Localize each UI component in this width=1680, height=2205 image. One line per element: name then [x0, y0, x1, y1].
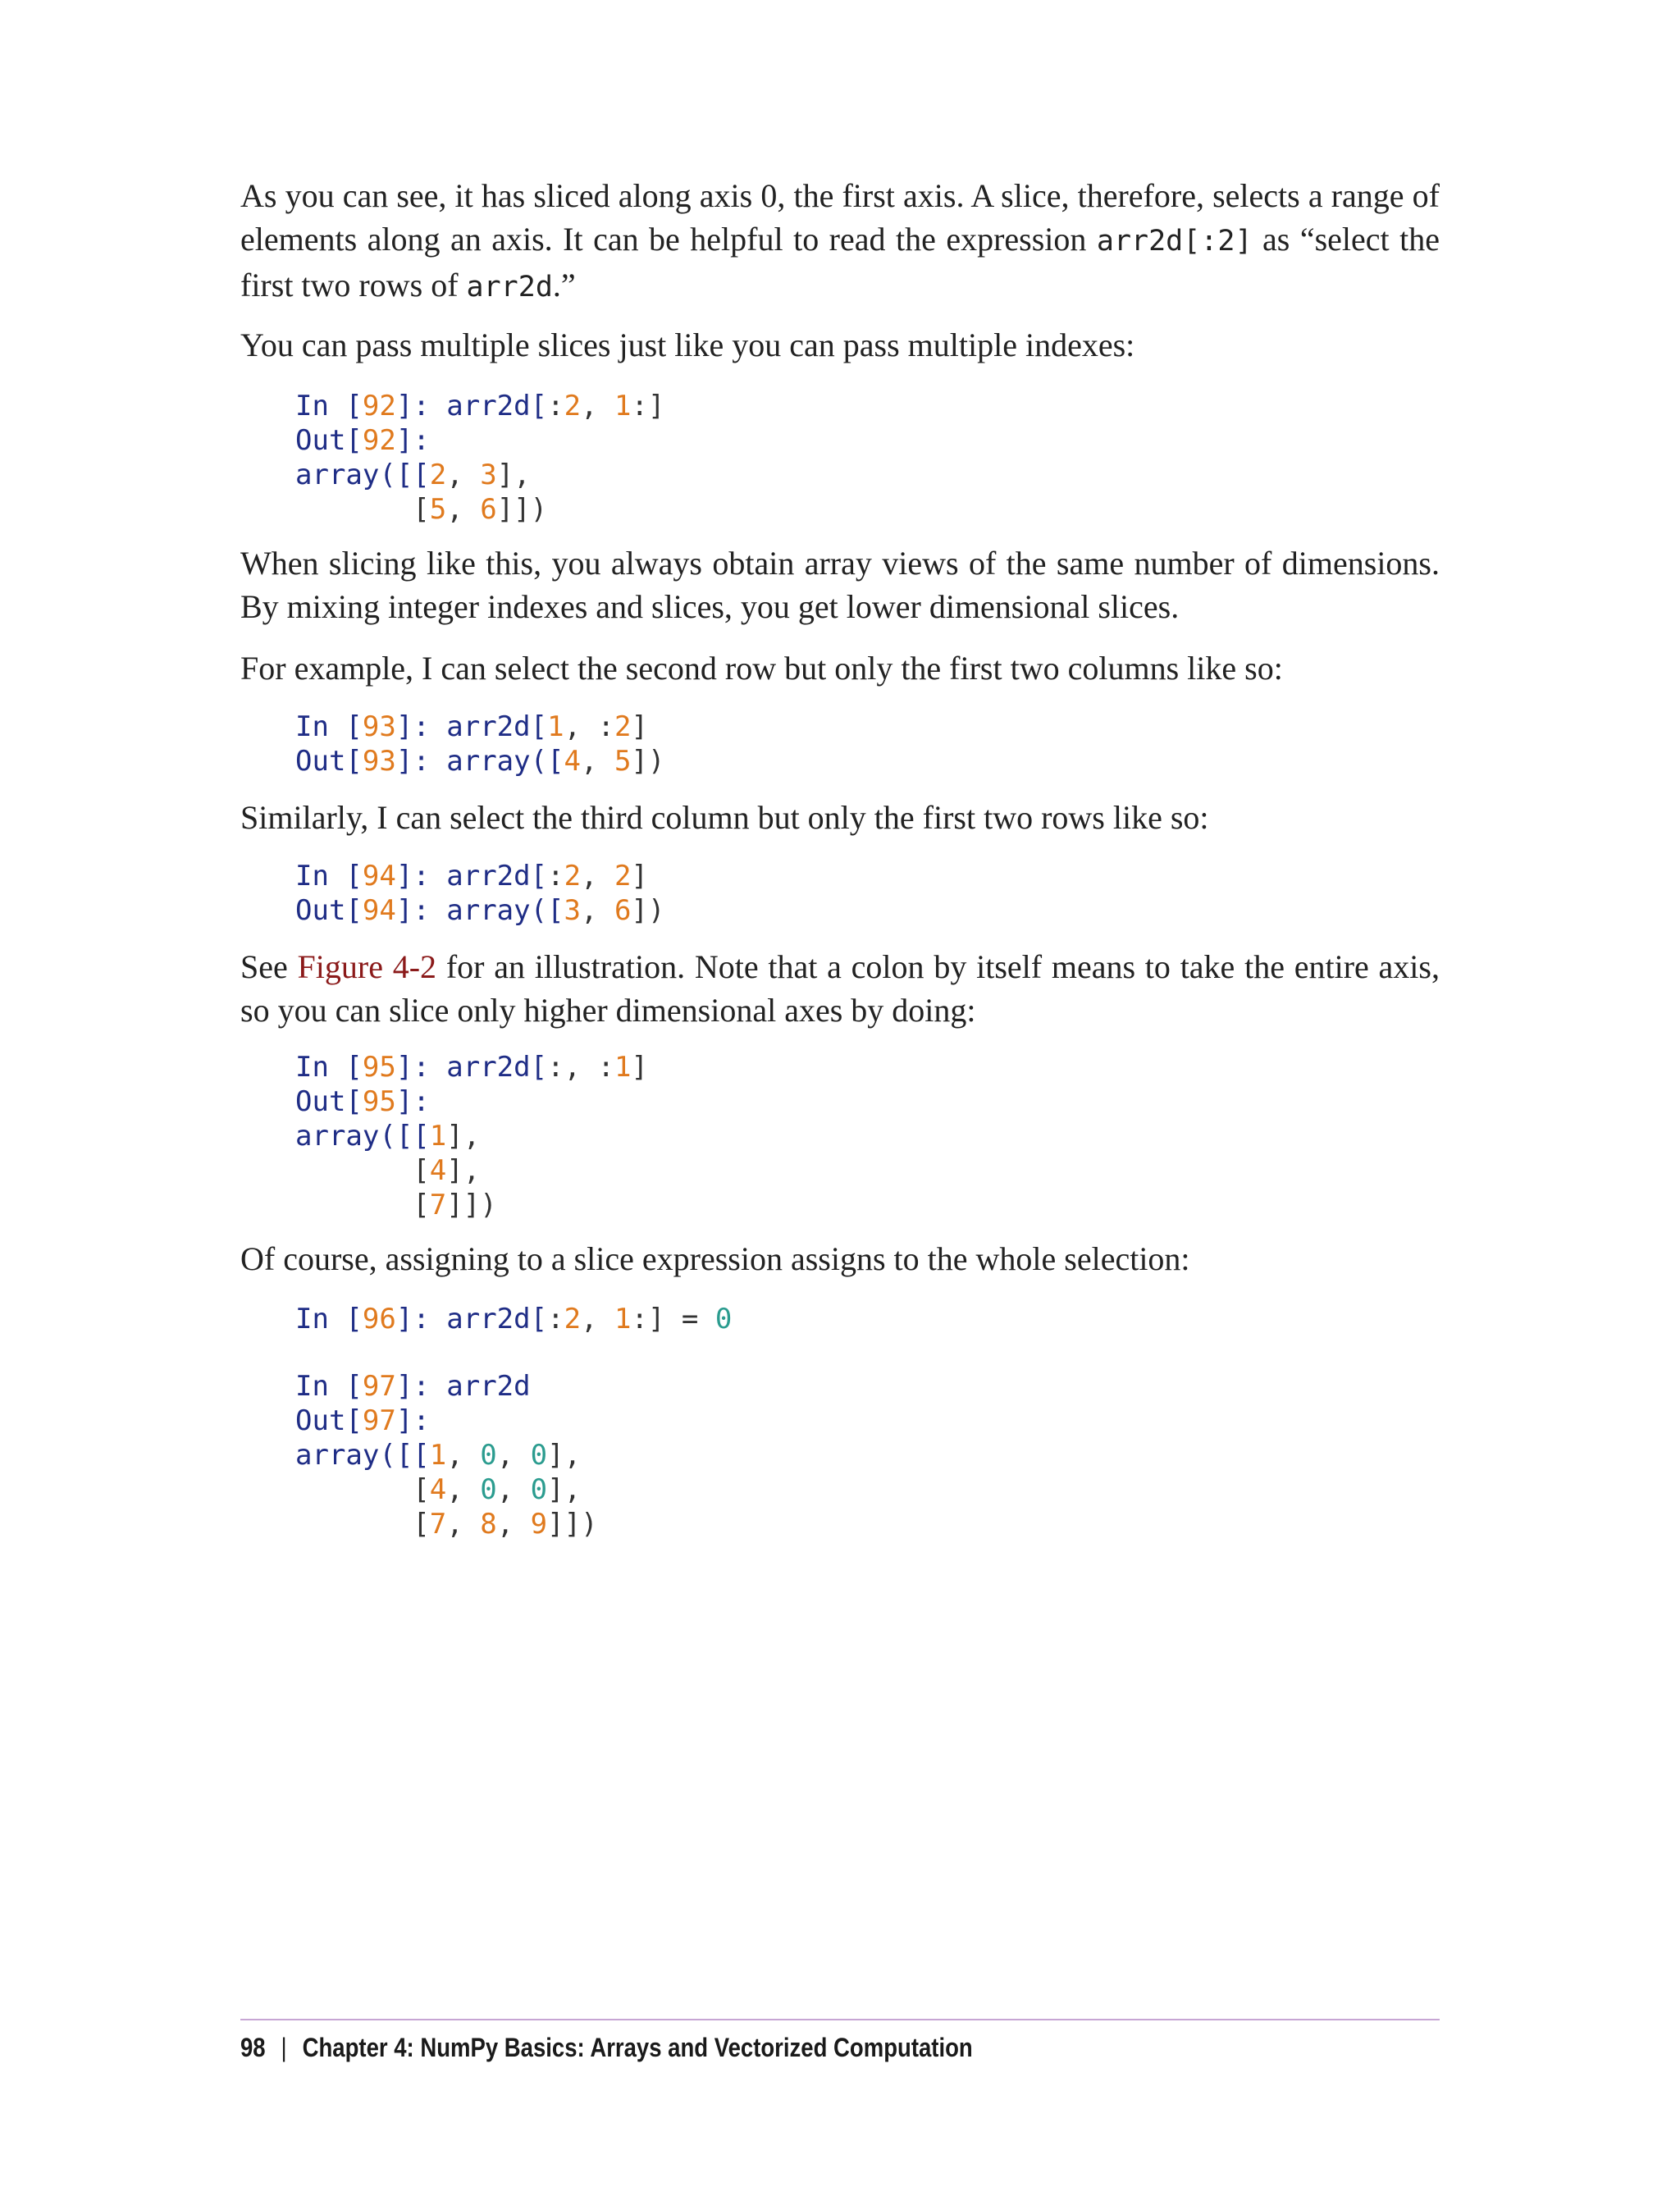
code-token: :]: [631, 390, 665, 422]
code-token: 5: [614, 745, 632, 778]
paragraph-text: for an illustration. Note that a colon by itself means to take the entire axis, so you can slice only higher dimensional axes by doing:: [240, 948, 1440, 1029]
code-line: [295, 1507, 598, 1541]
code-token: 8: [480, 1508, 497, 1541]
footer-separator: |: [281, 2033, 287, 2062]
code-block-3: [295, 859, 664, 928]
code-token: , :: [564, 710, 614, 743]
code-token: ,: [496, 1473, 531, 1506]
code-line: [295, 389, 664, 423]
code-line: [295, 458, 664, 492]
code-line: [295, 1438, 598, 1472]
page-number: 98: [240, 2033, 266, 2062]
code-token: ]: arr2d[: [395, 390, 548, 422]
code-token: 0: [530, 1439, 548, 1472]
code-line: [295, 1188, 648, 1222]
inline-code: arr2d[:2]: [1096, 225, 1253, 258]
code-token: array([[: [295, 1439, 430, 1472]
code-token: ,: [581, 390, 614, 422]
paragraph-text: .”: [552, 267, 576, 304]
paragraph-5: Similarly, I can select the third column but only the first two rows like so:: [240, 799, 1209, 836]
code-token: array([[: [295, 1120, 430, 1153]
code-token: ]]): [547, 1508, 598, 1541]
code-token: ]: arr2d[: [395, 1051, 548, 1084]
paragraph-2: You can pass multiple slices just like you can pass multiple indexes:: [240, 326, 1135, 363]
code-block-6: [295, 1369, 598, 1541]
code-line: [295, 1050, 648, 1084]
code-token: ]:: [395, 424, 430, 457]
code-token: 96: [362, 1303, 396, 1335]
code-token: 2: [429, 459, 447, 491]
code-token: ,: [446, 459, 481, 491]
code-token: ,: [581, 860, 614, 892]
code-block-2: [295, 710, 664, 778]
code-token: ]: [631, 1051, 648, 1084]
code-token: 1: [547, 710, 564, 743]
code-token: ]): [631, 894, 665, 927]
code-block-1: [295, 389, 664, 527]
code-line: [295, 744, 664, 778]
code-line: [295, 859, 664, 893]
code-token: ]: arr2d[: [395, 710, 548, 743]
code-line: [295, 1472, 598, 1507]
code-token: 97: [362, 1370, 396, 1403]
paragraph-3: When slicing like this, you always obtain array views of the same number of dimensions. By mixing integer indexes and slices, you get lower dimensional slices.: [240, 545, 1440, 625]
code-token: 97: [362, 1404, 396, 1437]
code-line: [295, 1153, 648, 1188]
code-token: ],: [446, 1120, 481, 1153]
code-token: 7: [429, 1508, 447, 1541]
code-token: 1: [429, 1439, 447, 1472]
code-token: ]): [631, 745, 665, 778]
code-token: ,: [446, 1439, 481, 1472]
code-token: 7: [429, 1189, 447, 1221]
code-token: :, :: [547, 1051, 614, 1084]
code-token: :: [547, 1303, 564, 1335]
code-token: Out[: [295, 1404, 363, 1437]
code-line: [295, 1404, 598, 1438]
code-line: [295, 1369, 598, 1404]
code-token: :] =: [631, 1303, 715, 1335]
code-token: 95: [362, 1085, 396, 1118]
code-line: [295, 1302, 732, 1336]
footer-divider: [240, 2019, 1440, 2020]
code-block-5: [295, 1302, 732, 1336]
code-token: ,: [581, 1303, 614, 1335]
code-token: 6: [614, 894, 632, 927]
paragraph-text: As you can see, it has sliced along axis 0, the first axis. A slice, therefore, selects a range of elements along an axis. It can be helpful to read the expression: [240, 177, 1440, 258]
code-token: ,: [446, 1508, 481, 1541]
code-token: ,: [496, 1439, 531, 1472]
code-token: ,: [581, 894, 614, 927]
code-token: array([[: [295, 459, 430, 491]
code-token: 94: [362, 894, 396, 927]
code-token: 2: [564, 1303, 582, 1335]
code-line: [295, 423, 664, 458]
code-token: ]]): [496, 493, 548, 526]
code-token: 93: [362, 710, 396, 743]
code-token: In [: [295, 860, 363, 892]
code-token: 9: [530, 1508, 548, 1541]
code-token: ],: [446, 1154, 481, 1187]
code-token: 4: [429, 1154, 447, 1187]
code-token: ]: array([: [395, 894, 564, 927]
code-token: Out[: [295, 424, 363, 457]
code-token: 95: [362, 1051, 396, 1084]
page-footer: [240, 2029, 973, 2066]
code-token: ,: [446, 1473, 481, 1506]
code-token: 93: [362, 745, 396, 778]
code-token: 92: [362, 390, 396, 422]
code-token: 0: [530, 1473, 548, 1506]
code-token: 3: [564, 894, 582, 927]
code-token: In [: [295, 710, 363, 743]
code-line: [295, 1084, 648, 1119]
code-token: 0: [714, 1303, 733, 1335]
code-token: ],: [547, 1439, 582, 1472]
code-token: ]:: [395, 1085, 430, 1118]
code-token: ]: [631, 710, 648, 743]
code-line: [295, 1119, 648, 1153]
code-token: 1: [614, 1303, 632, 1335]
code-token: ,: [446, 493, 481, 526]
code-token: In [: [295, 1303, 363, 1335]
code-token: ,: [581, 745, 614, 778]
code-token: Out[: [295, 1085, 363, 1118]
code-token: ]: [631, 860, 648, 892]
code-token: 6: [480, 493, 497, 526]
paragraph-6: [240, 945, 1440, 1032]
figure-link[interactable]: Figure 4-2: [297, 948, 437, 985]
code-token: 4: [564, 745, 582, 778]
code-token: [: [295, 1473, 430, 1506]
paragraph-4: For example, I can select the second row but only the first two columns like so:: [240, 650, 1283, 687]
code-token: 1: [429, 1120, 447, 1153]
code-line: [295, 492, 664, 527]
code-line: [295, 710, 664, 744]
code-token: ],: [496, 459, 531, 491]
code-token: 3: [480, 459, 497, 491]
code-token: ],: [547, 1473, 582, 1506]
paragraph-text: See: [240, 948, 298, 985]
paragraph-7: Of course, assigning to a slice expression assigns to the whole selection:: [240, 1240, 1190, 1277]
code-token: 0: [480, 1439, 497, 1472]
code-token: 1: [614, 1051, 632, 1084]
code-token: 2: [614, 860, 632, 892]
code-line: [295, 893, 664, 928]
code-token: ]: arr2d[: [395, 860, 548, 892]
code-token: 2: [564, 860, 582, 892]
chapter-title: Chapter 4: NumPy Basics: Arrays and Vectorized Computation: [302, 2033, 973, 2062]
code-token: Out[: [295, 745, 363, 778]
code-token: 5: [429, 493, 447, 526]
code-token: :: [547, 860, 564, 892]
code-token: 4: [429, 1473, 447, 1506]
code-token: 2: [564, 390, 582, 422]
code-token: In [: [295, 1051, 363, 1084]
code-token: 2: [614, 710, 632, 743]
code-token: [: [295, 1508, 430, 1541]
code-token: :: [547, 390, 564, 422]
code-token: ]: arr2d[: [395, 1303, 548, 1335]
code-token: ]: arr2d: [395, 1370, 531, 1403]
paragraph-1: [240, 174, 1440, 309]
code-token: ]: array([: [395, 745, 564, 778]
code-block-4: [295, 1050, 648, 1222]
code-token: [: [295, 493, 430, 526]
inline-code: arr2d: [466, 271, 553, 304]
paragraph-text: as “select the first two rows of: [240, 221, 1440, 304]
code-token: ,: [496, 1508, 531, 1541]
code-token: [: [295, 1154, 430, 1187]
code-token: ]:: [395, 1404, 430, 1437]
code-token: 94: [362, 860, 396, 892]
code-token: 92: [362, 424, 396, 457]
code-token: 0: [480, 1473, 497, 1506]
code-token: In [: [295, 1370, 363, 1403]
code-token: [: [295, 1189, 430, 1221]
code-token: In [: [295, 390, 363, 422]
code-token: 1: [614, 390, 632, 422]
code-token: ]]): [446, 1189, 497, 1221]
code-token: Out[: [295, 894, 363, 927]
